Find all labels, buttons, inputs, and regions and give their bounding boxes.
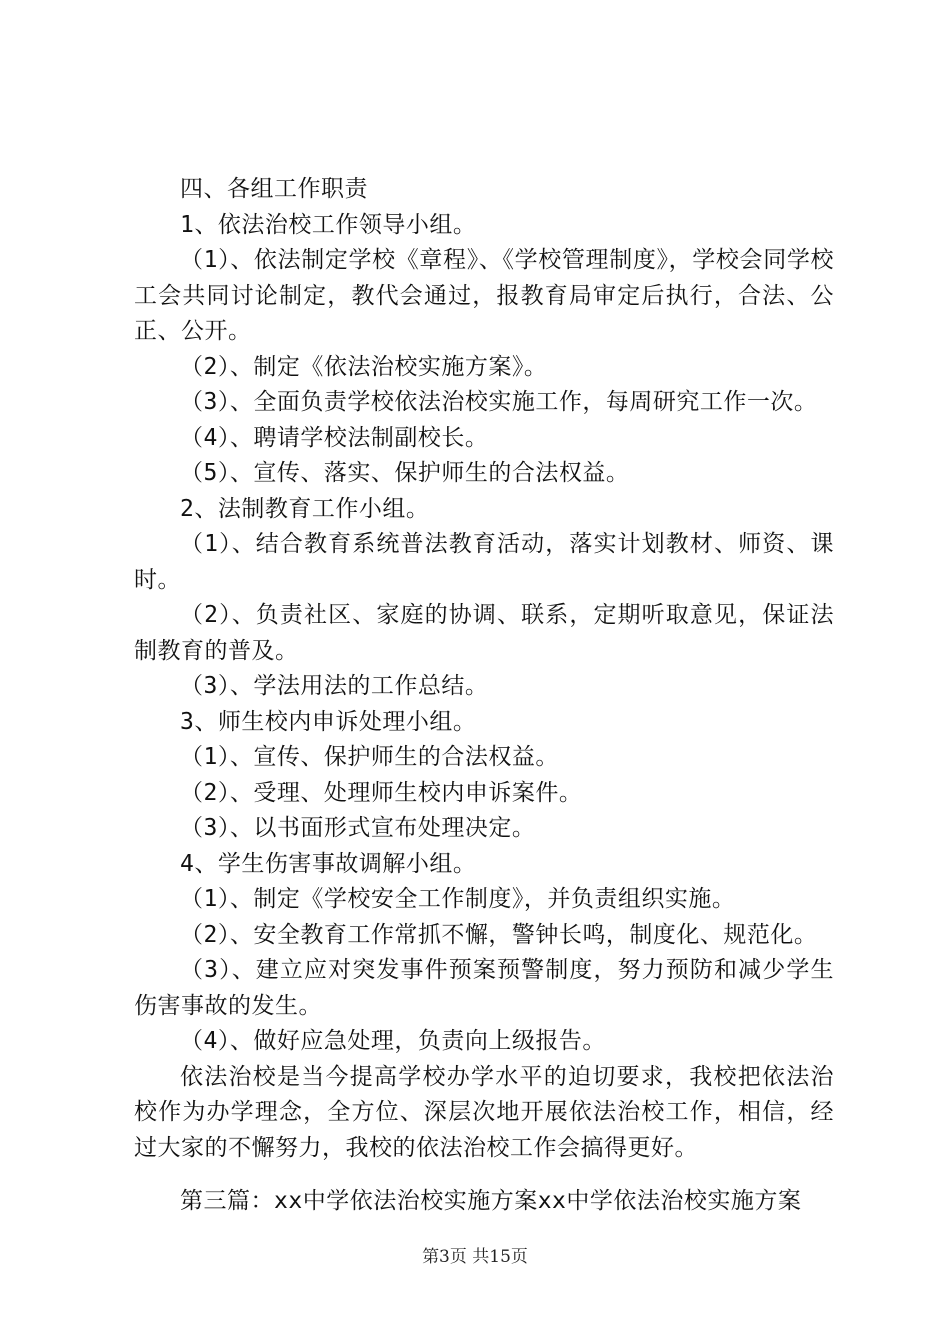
- paragraph: （1）、结合教育系统普法教育活动，落实计划教材、师资、课时。: [134, 531, 834, 593]
- paragraph: （3）、建立应对突发事件预案预警制度，努力预防和减少学生伤害事故的发生。: [134, 957, 834, 1019]
- next-section-title: 第三篇：xx中学依法治校实施方案xx中学依法治校实施方案: [180, 1188, 802, 1214]
- paragraph: （3）、以书面形式宣布处理决定。: [180, 815, 536, 841]
- paragraph: （2）、受理、处理师生校内申诉案件。: [180, 779, 583, 806]
- subsection-heading: 1、依法治校工作领导小组。: [180, 211, 477, 238]
- subsection-heading: 2、法制教育工作小组。: [180, 495, 430, 522]
- section-spacer: [134, 1166, 834, 1184]
- paragraph: （1）、制定《学校安全工作制度》，并负责组织实施。: [180, 886, 736, 912]
- paragraph: （3）、学法用法的工作总结。: [180, 673, 489, 699]
- document-body: [134, 172, 834, 1220]
- paragraph: （2）、安全教育工作常抓不懈，警钟长鸣，制度化、规范化。: [180, 921, 818, 948]
- section-heading: 四、各组工作职责: [180, 176, 368, 202]
- paragraph: （1）、宣传、保护师生的合法权益。: [180, 744, 559, 770]
- paragraph: （2）、负责社区、家庭的协调、联系，定期听取意见，保证法制教育的普及。: [134, 602, 834, 664]
- paragraph: （4）、做好应急处理，负责向上级报告。: [180, 1028, 606, 1054]
- paragraph: （3）、全面负责学校依法治校实施工作，每周研究工作一次。: [180, 389, 818, 415]
- paragraph: （5）、宣传、落实、保护师生的合法权益。: [180, 460, 630, 486]
- subsection-heading: 3、师生校内申诉处理小组。: [180, 708, 477, 735]
- page-number-footer: 第3页 共15页: [422, 1247, 528, 1267]
- paragraph: （2）、制定《依法治校实施方案》。: [180, 353, 548, 380]
- closing-paragraph: 依法治校是当今提高学校办学水平的迫切要求，我校把依法治校作为办学理念，全方位、深层次地开展依法治校工作，相信，经过大家的不懈努力，我校的依法治校工作会搞得更好。: [134, 1063, 834, 1161]
- paragraph: （4）、聘请学校法制副校长。: [180, 424, 489, 451]
- subsection-heading: 4、学生伤害事故调解小组。: [180, 850, 477, 877]
- paragraph: （1）、依法制定学校《章程》、《学校管理制度》，学校会同学校工会共同讨论制定，教代会通过，报教育局审定后执行，合法、公正、公开。: [134, 247, 834, 344]
